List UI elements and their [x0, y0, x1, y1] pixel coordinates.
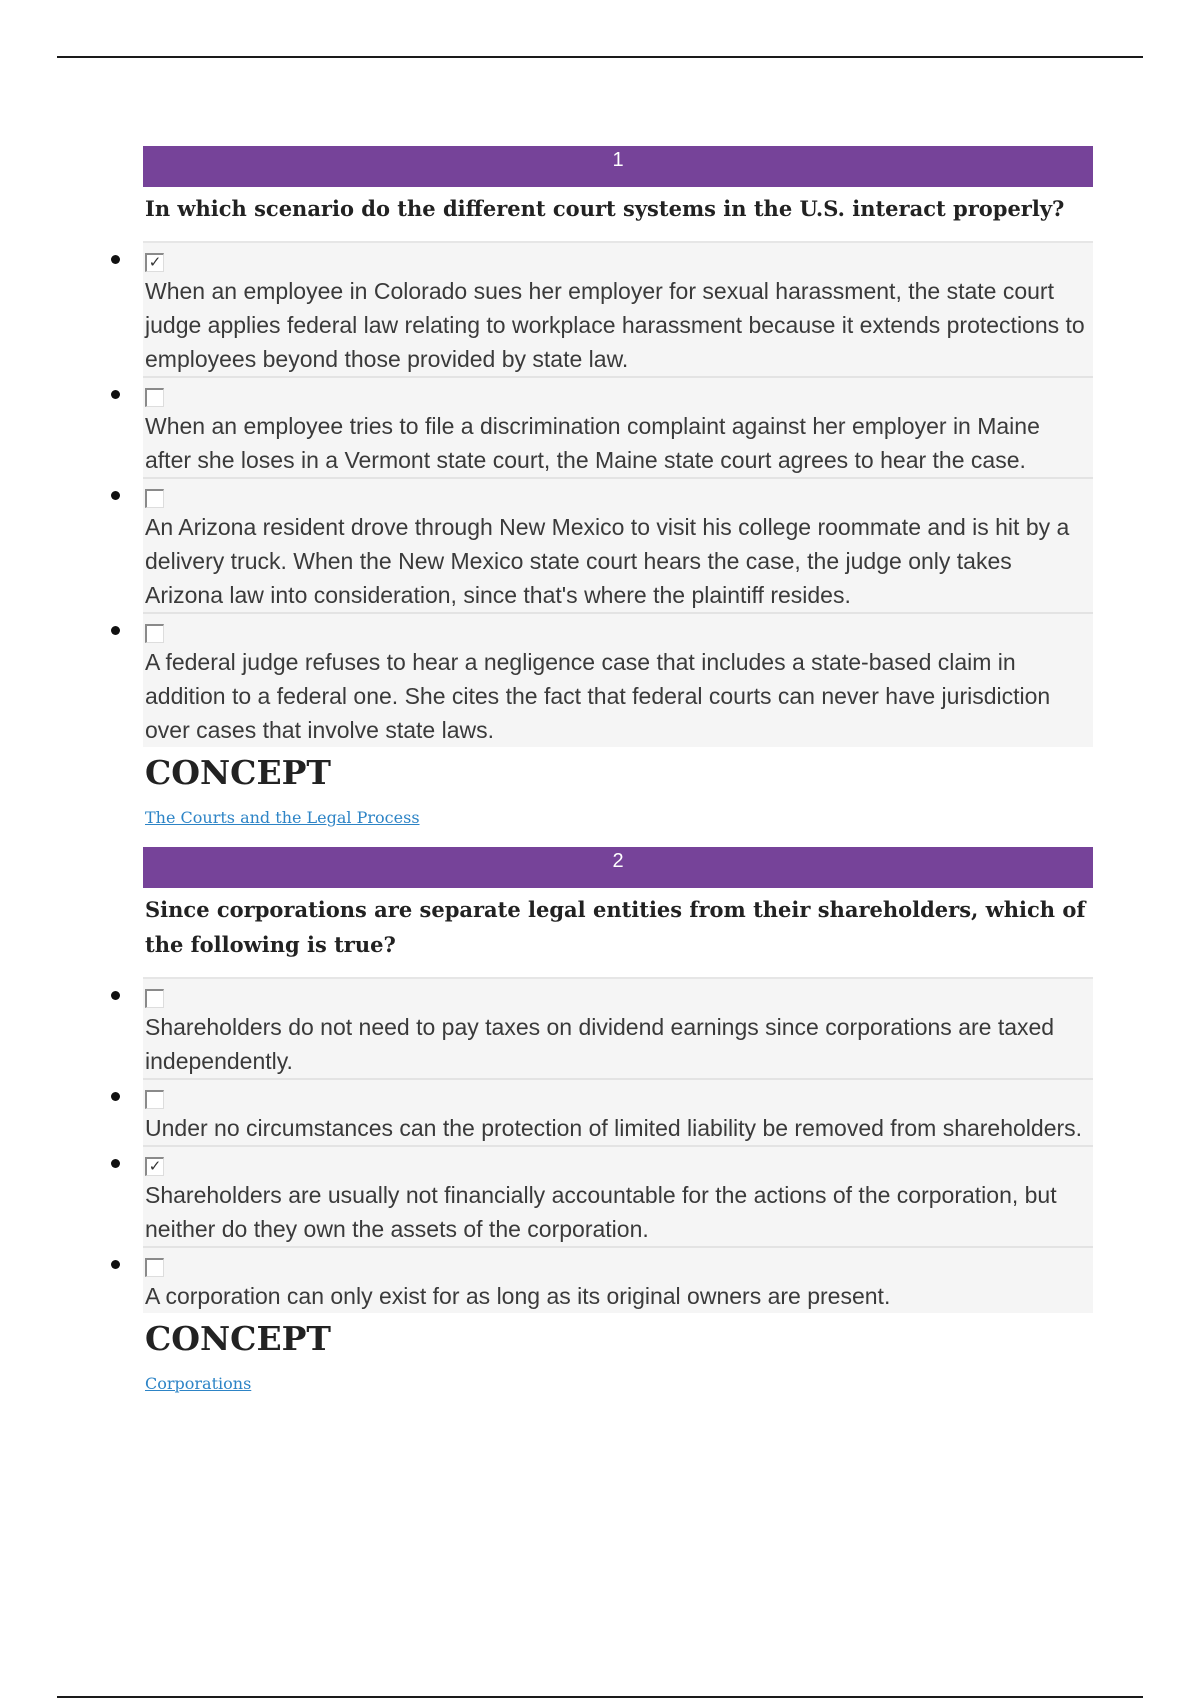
answer-checkbox[interactable]	[145, 388, 164, 407]
bullet-icon	[111, 1260, 120, 1269]
question-block-2	[143, 847, 1093, 1395]
footer-rule	[57, 1696, 1143, 1698]
bullet-icon	[111, 390, 120, 399]
bullet-icon	[111, 255, 120, 264]
answer-text: When an employee tries to file a discrimination complaint against her employer in Maine after she loses in a Vermont state court, the Maine state court agrees to hear the case.	[145, 413, 1040, 473]
bullet-icon	[111, 991, 120, 1000]
header-rule	[57, 56, 1143, 58]
answer-checkbox[interactable]	[145, 489, 164, 508]
answer-options	[143, 979, 1093, 1313]
question-number-bar	[143, 146, 1093, 187]
question-block-1	[143, 146, 1093, 829]
bullet-icon	[111, 626, 120, 635]
answer-text: A federal judge refuses to hear a negligence case that includes a state-based claim in addition to a federal one. She cites the fact that federal courts can never have jurisdiction over cases that involve state laws.	[145, 649, 1051, 743]
question-number-bar	[143, 847, 1093, 888]
answer-checkbox[interactable]	[145, 989, 164, 1008]
concept-link[interactable]: Corporations	[145, 1374, 252, 1393]
answer-text: Shareholders do not need to pay taxes on dividend earnings since corporations are taxed independently.	[145, 1014, 1055, 1074]
bullet-icon	[111, 1092, 120, 1101]
question-number: 2	[612, 850, 624, 872]
answer-checkbox[interactable]: ✓	[145, 253, 164, 272]
answer-text: Under no circumstances can the protection of limited liability be removed from shareholders.	[145, 1115, 1083, 1141]
bullet-icon	[111, 1159, 120, 1168]
answer-option[interactable]	[143, 1147, 1093, 1248]
answer-option[interactable]	[143, 479, 1093, 614]
answer-options	[143, 243, 1093, 747]
question-text: In which scenario do the different court systems in the U.S. interact properly?	[143, 187, 1093, 243]
concept-heading: CONCEPT	[145, 753, 331, 792]
answer-text: When an employee in Colorado sues her employer for sexual harassment, the state court judge applies federal law relating to workplace harassment because it extends protections to employees beyond those provided by state law.	[145, 278, 1085, 372]
answer-checkbox[interactable]	[145, 1258, 164, 1277]
answer-option[interactable]	[143, 243, 1093, 378]
answer-text: Shareholders are usually not financially accountable for the actions of the corporation, but neither do they own the assets of the corporation.	[145, 1182, 1057, 1242]
answer-option[interactable]	[143, 1080, 1093, 1147]
question-number: 1	[612, 149, 624, 171]
answer-checkbox[interactable]	[145, 624, 164, 643]
answer-checkbox[interactable]	[145, 1090, 164, 1109]
answer-option[interactable]	[143, 979, 1093, 1080]
answer-option[interactable]	[143, 1248, 1093, 1313]
answer-option[interactable]	[143, 614, 1093, 747]
answer-option[interactable]	[143, 378, 1093, 479]
answer-text: An Arizona resident drove through New Mexico to visit his college roommate and is hit by a delivery truck. When the New Mexico state court hears the case, the judge only takes Arizona law into consideration, since that's where the plaintiff resides.	[145, 514, 1070, 608]
question-text: Since corporations are separate legal entities from their shareholders, which of the following is true?	[143, 888, 1093, 979]
answer-checkbox[interactable]: ✓	[145, 1157, 164, 1176]
bullet-icon	[111, 491, 120, 500]
concept-link[interactable]: The Courts and the Legal Process	[145, 808, 420, 827]
answer-text: A corporation can only exist for as long as its original owners are present.	[145, 1283, 891, 1309]
concept-heading: CONCEPT	[145, 1319, 331, 1358]
